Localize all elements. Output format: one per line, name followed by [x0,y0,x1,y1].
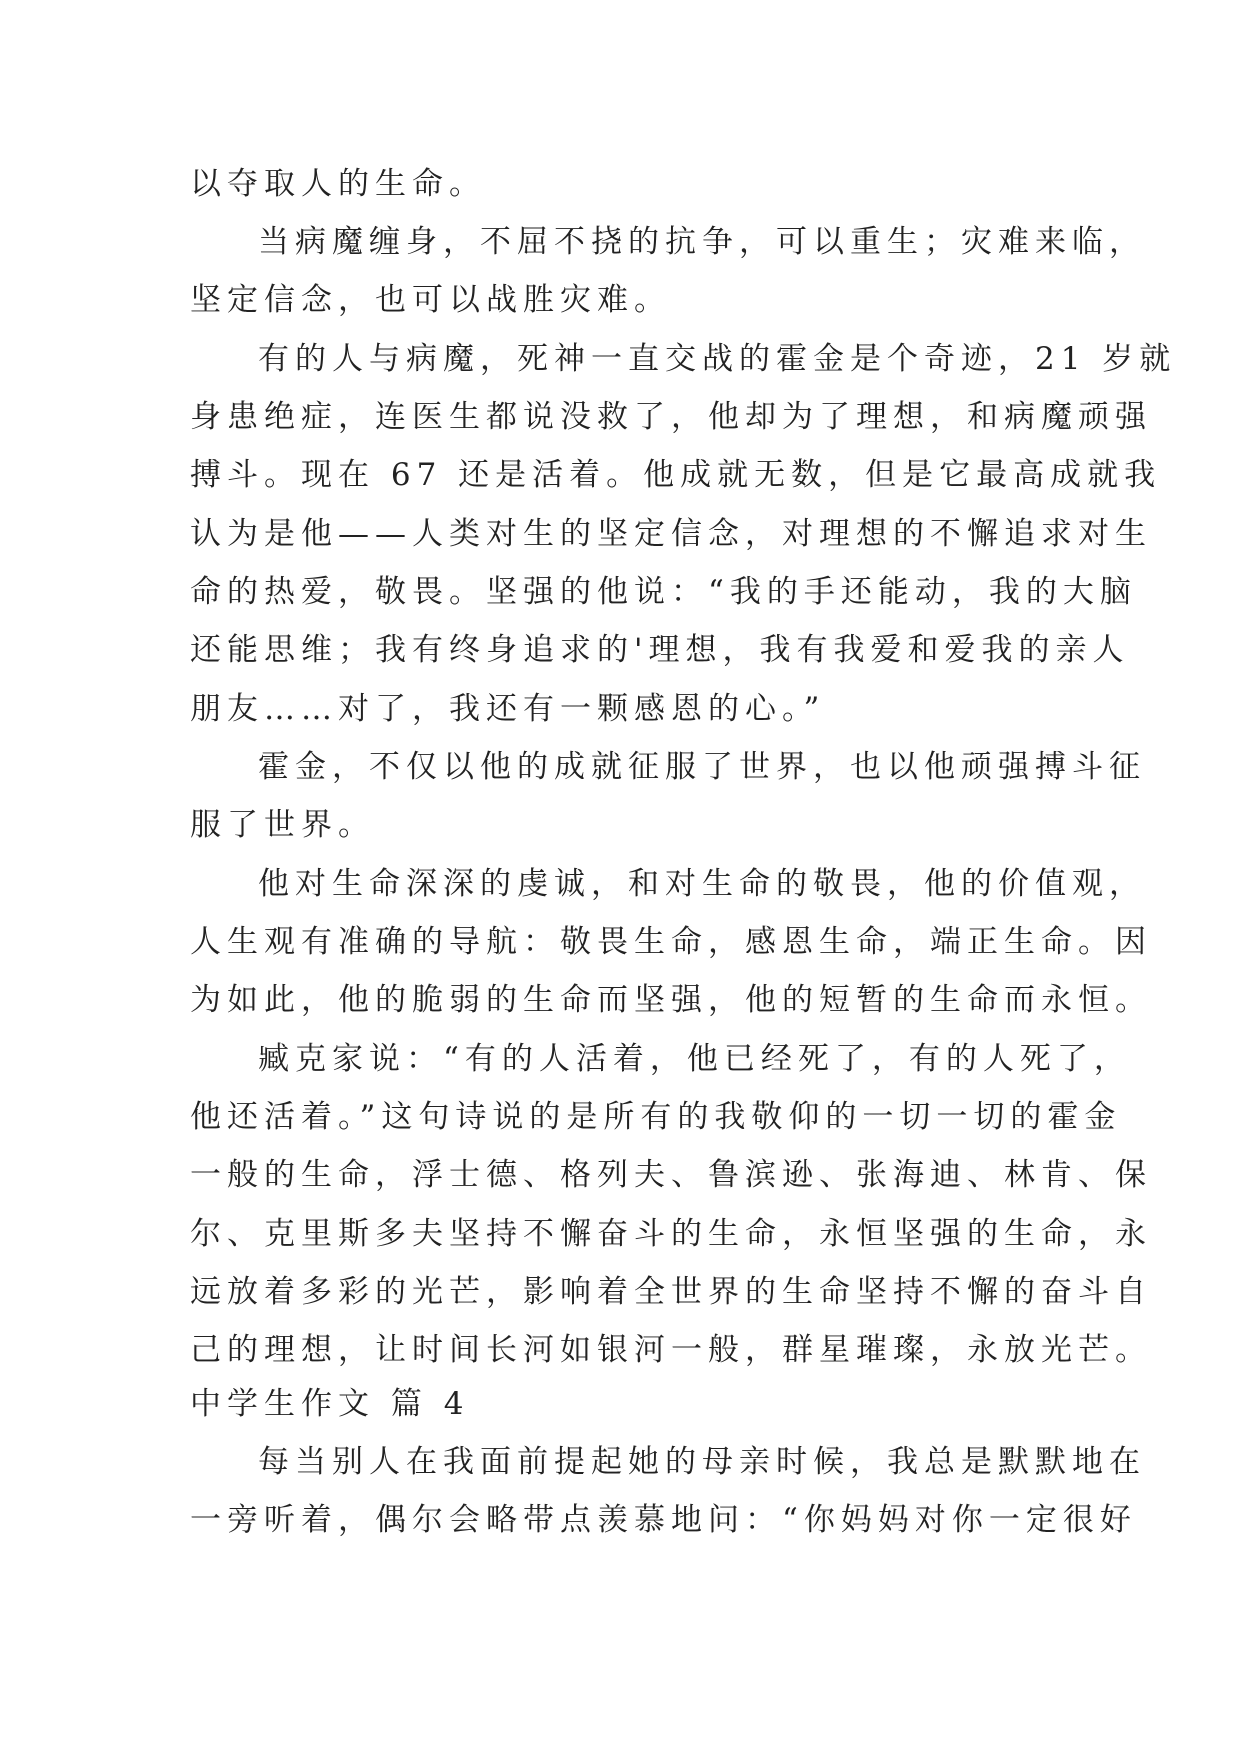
text-line: 一旁听着，偶尔会略带点羡慕地问：“你妈妈对你一定很好 [190,1502,1137,1538]
text-line: 服了世界。 [190,807,375,843]
text-line: 有的人与病魔，死神一直交战的霍金是个奇迹，21 岁就 [258,341,1177,377]
section-heading: 中学生作文 篇 4 [190,1386,470,1422]
text-line: 他对生命深深的虔诚，和对生命的敬畏，他的价值观， [258,866,1146,902]
text-line: 坚定信念，也可以战胜灾难。 [190,282,671,318]
text-line: 还能思维；我有终身追求的'理想，我有我爱和爱我的亲人 [190,632,1130,668]
text-line: 一般的生命，浮士德、格列夫、鲁滨逊、张海迪、林肯、保 [190,1157,1152,1193]
text-line: 每当别人在我面前提起她的母亲时候，我总是默默地在 [258,1444,1146,1480]
text-line: 命的热爱，敬畏。坚强的他说：“我的手还能动，我的大脑 [190,574,1137,610]
text-line: 霍金，不仅以他的成就征服了世界，也以他顽强搏斗征 [258,749,1146,785]
text-line: 他还活着。”这句诗说的是所有的我敬仰的一切一切的霍金 [190,1099,1122,1135]
text-line: 朋友……对了，我还有一颗感恩的心。” [190,691,826,727]
text-line: 臧克家说：“有的人活着，他已经死了，有的人死了， [258,1041,1131,1077]
text-line: 为如此，他的脆弱的生命而坚强，他的短暂的生命而永恒。 [190,982,1152,1018]
text-line: 远放着多彩的光芒，影响着全世界的生命坚持不懈的奋斗自 [190,1274,1152,1310]
text-line: 己的理想，让时间长河如银河一般，群星璀璨，永放光芒。 [190,1332,1152,1368]
text-line: 以夺取人的生命。 [190,166,486,202]
text-line: 人生观有准确的导航：敬畏生命，感恩生命，端正生命。因 [190,924,1152,960]
text-line: 搏斗。现在 67 还是活着。他成就无数，但是它最高成就我 [190,457,1162,493]
text-line: 当病魔缠身，不屈不挠的抗争，可以重生；灾难来临， [258,224,1146,260]
text-line: 尔、克里斯多夫坚持不懈奋斗的生命，永恒坚强的生命，永 [190,1216,1152,1252]
text-line: 身患绝症，连医生都说没救了，他却为了理想，和病魔顽强 [190,399,1152,435]
text-line: 认为是他——人类对生的坚定信念，对理想的不懈追求对生 [190,516,1152,552]
